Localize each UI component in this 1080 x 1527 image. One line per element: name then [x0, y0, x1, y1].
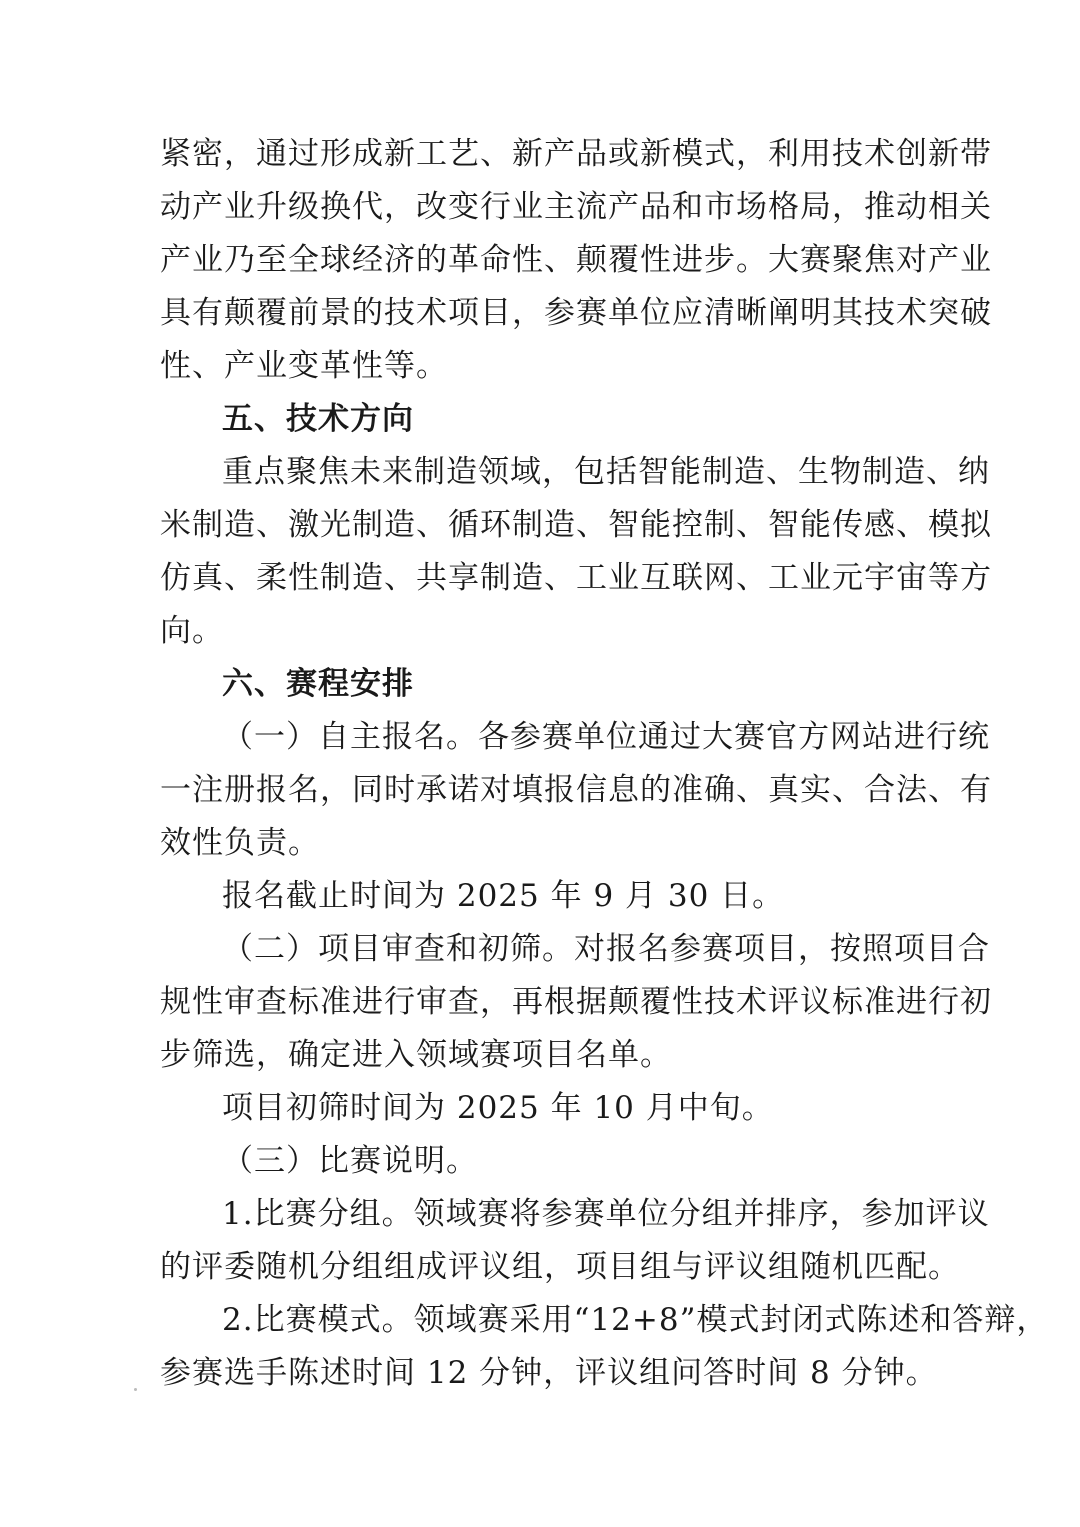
text-line: 米制造、激光制造、循环制造、智能控制、智能传感、模拟 — [160, 507, 992, 543]
paragraph-competition-grouping — [160, 1188, 990, 1294]
text-line: 2.比赛模式。领域赛采用“12+8”模式封闭式陈述和答辩， — [222, 1302, 1049, 1338]
text-line: 的评委随机分组组成评议组，项目组与评议组随机匹配。 — [160, 1249, 960, 1285]
text-line: 步筛选，确定进入领域赛项目名单。 — [160, 1037, 672, 1073]
text-line: 效性负责。 — [160, 825, 320, 861]
text-line: 重点聚焦未来制造领域，包括智能制造、生物制造、纳 — [222, 454, 990, 490]
text-line: 性、产业变革性等。 — [160, 348, 448, 384]
text-line: 产业乃至全球经济的革命性、颠覆性进步。大赛聚焦对产业 — [160, 242, 992, 278]
scan-speck — [134, 1388, 137, 1391]
text-line: 仿真、柔性制造、共享制造、工业互联网、工业元宇宙等方 — [160, 560, 992, 596]
paragraph-registration-deadline — [160, 870, 920, 923]
text-line: （一）自主报名。各参赛单位通过大赛官方网站进行统 — [222, 719, 990, 755]
text-line: 报名截止时间为 2025 年 9 月 30 日。 — [222, 878, 785, 914]
section-heading-schedule: 六、赛程安排 — [222, 666, 414, 702]
paragraph-project-review — [160, 923, 992, 1082]
document-body — [160, 128, 1049, 1400]
section-heading-tech-direction: 五、技术方向 — [222, 401, 414, 437]
text-line: （二）项目审查和初筛。对报名参赛项目，按照项目合 — [222, 931, 990, 967]
text-line: （三）比赛说明。 — [222, 1143, 478, 1179]
text-line: 参赛选手陈述时间 12 分钟，评议组问答时间 8 分钟。 — [160, 1355, 938, 1391]
paragraph-continuation — [160, 128, 992, 393]
paragraph-tech-direction — [160, 446, 992, 658]
text-line: 紧密，通过形成新工艺、新产品或新模式，利用技术创新带 — [160, 136, 992, 172]
text-line: 一注册报名，同时承诺对填报信息的准确、真实、合法、有 — [160, 772, 992, 808]
text-line: 1.比赛分组。领域赛将参赛单位分组并排序，参加评议 — [222, 1196, 990, 1232]
text-line: 动产业升级换代，改变行业主流产品和市场格局，推动相关 — [160, 189, 992, 225]
paragraph-self-registration — [160, 711, 992, 870]
text-line: 向。 — [160, 613, 224, 649]
paragraph-competition-notes — [160, 1135, 920, 1188]
paragraph-screening-time — [160, 1082, 920, 1135]
text-line: 项目初筛时间为 2025 年 10 月中旬。 — [222, 1090, 774, 1126]
text-line: 规性审查标准进行审查，再根据颠覆性技术评议标准进行初 — [160, 984, 992, 1020]
text-line: 具有颠覆前景的技术项目，参赛单位应清晰阐明其技术突破 — [160, 295, 992, 331]
paragraph-competition-mode — [160, 1294, 1049, 1400]
